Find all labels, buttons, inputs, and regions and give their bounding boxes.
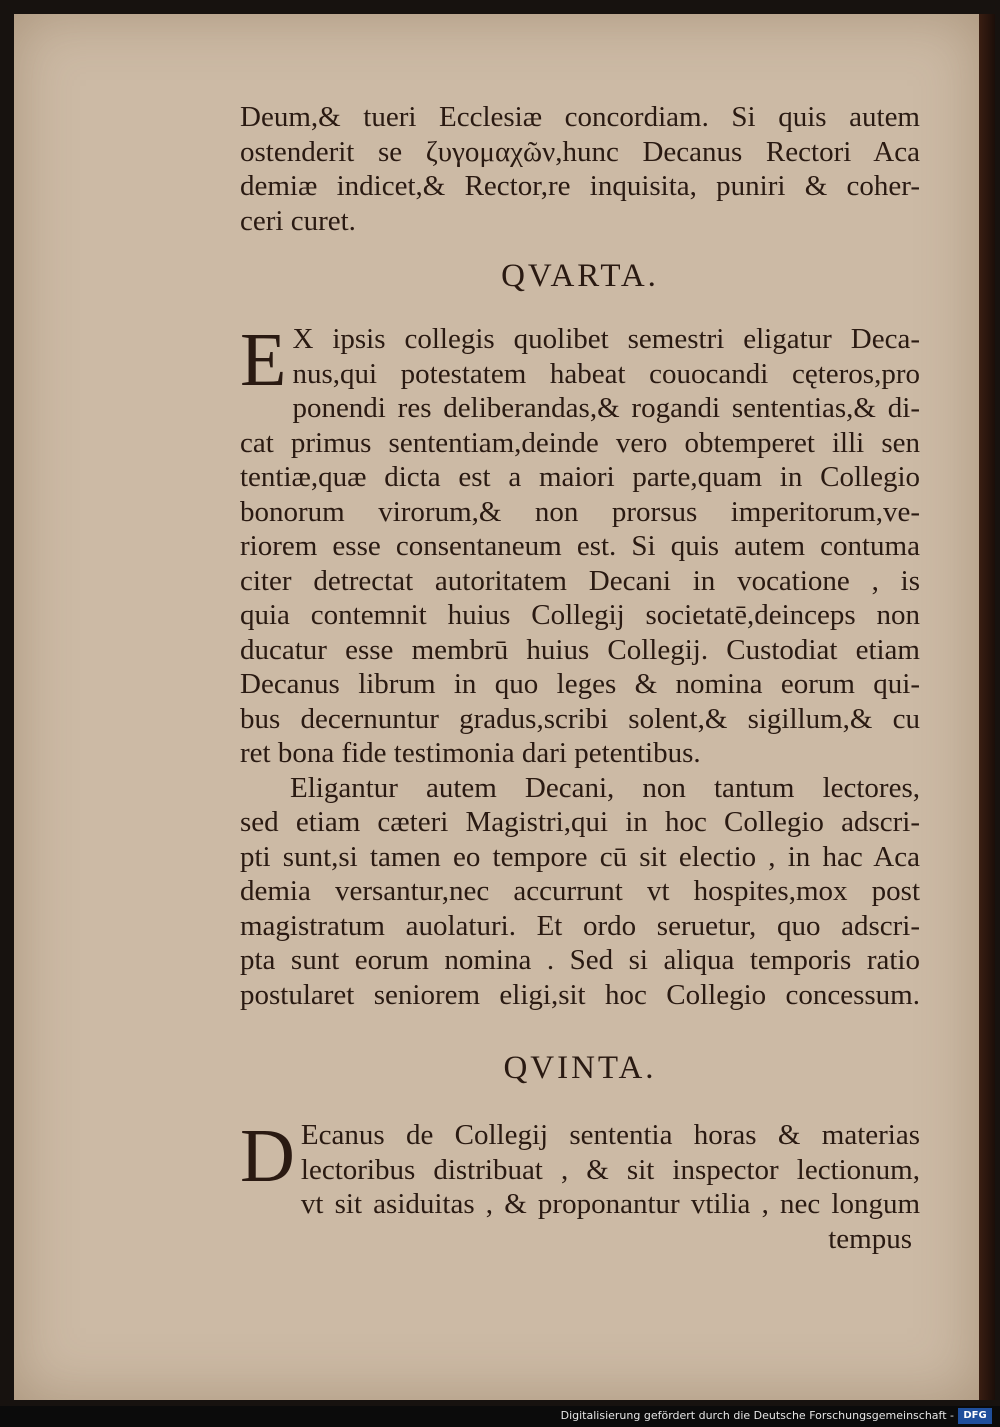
text-line: nus,qui potestatem habeat couocandi cęteros,pro [292, 357, 920, 390]
text-line: Decanus librum in quo leges & nomina eorum qui- [240, 668, 920, 700]
section-heading-quarta: QVARTA. [501, 258, 659, 294]
text-line: X ipsis collegis quolibet semestri eligatur Deca- [292, 323, 920, 355]
quinta-paragraph [240, 1114, 920, 1256]
text-line: ponendi res deliberandas,& rogandi sententias,& di- [292, 392, 920, 424]
text-line: Ecanus de Collegij sententia horas & materias [300, 1119, 920, 1151]
text-line: sed etiam cæteri Magistri,qui in hoc Collegio adscri- [240, 806, 920, 838]
digitization-footer [0, 1406, 1000, 1427]
text-line: postularet seniorem eligi,sit hoc Collegio concessum. [240, 978, 920, 1011]
text-line: bus decernuntur gradus,scribi solent,& sigillum,& cu [240, 702, 920, 735]
text-line: quia contemnit huius Collegij societatē,deinceps non [240, 599, 920, 631]
text-line: pti sunt,si tamen eo tempore cū sit electio , in hac Aca [240, 840, 920, 873]
text-line: pta sunt eorum nomina . Sed si aliqua temporis ratio [240, 944, 920, 976]
text-line: Eligantur autem Decani, non tantum lectores, [290, 771, 920, 804]
dfg-logo-icon: DFG [958, 1408, 992, 1424]
quarta-second-paragraph [240, 771, 920, 1013]
page-text [240, 100, 920, 1256]
drop-cap-initial: E [240, 318, 287, 402]
text-line: demia versantur,nec accurrunt vt hospites,mox post [240, 875, 920, 907]
book-spine-edge [979, 14, 995, 1400]
funding-credit: Digitalisierung gefördert durch die Deutsche Forschungsgemeinschaft - [560, 1409, 954, 1422]
text-line: citer detrectat autoritatem Decani in vocatione , is [240, 564, 920, 597]
quarta-paragraph [240, 318, 920, 771]
text-line: ducatur esse membrū huius Collegij. Custodiat etiam [240, 633, 920, 666]
text-line: magistratum auolaturi. Et ordo seruetur, quo adscri- [240, 909, 920, 942]
text-line: cat primus sententiam,deinde vero obtemperet illi sen [240, 426, 920, 459]
text-line: ostenderit se ζυγομαχῶν,hunc Decanus Rectori Aca [240, 135, 920, 168]
drop-cap-initial: D [240, 1114, 295, 1198]
section-heading-quinta: QVINTA. [503, 1050, 657, 1086]
text-line: riorem esse consentaneum est. Si quis autem contuma [240, 530, 920, 562]
opening-paragraph [240, 100, 920, 238]
catchword: tempus [828, 1222, 912, 1255]
text-line: ret bona fide testimonia dari petentibus. [240, 737, 701, 769]
text-line: tentiæ,quæ dicta est a maiori parte,quam in Collegio [240, 461, 920, 493]
text-line: vt sit asiduitas , & proponantur vtilia , nec longum [300, 1188, 920, 1220]
text-line: bonorum virorum,& non prorsus imperitorum,ve- [240, 495, 920, 528]
text-line: lectoribus distribuat , & sit inspector lectionum, [300, 1153, 920, 1186]
text-line: ceri curet. [240, 204, 356, 237]
text-line: Deum,& tueri Ecclesiæ concordiam. Si quis autem [240, 101, 920, 133]
text-line: demiæ indicet,& Rector,re inquisita, puniri & coher- [240, 170, 920, 202]
